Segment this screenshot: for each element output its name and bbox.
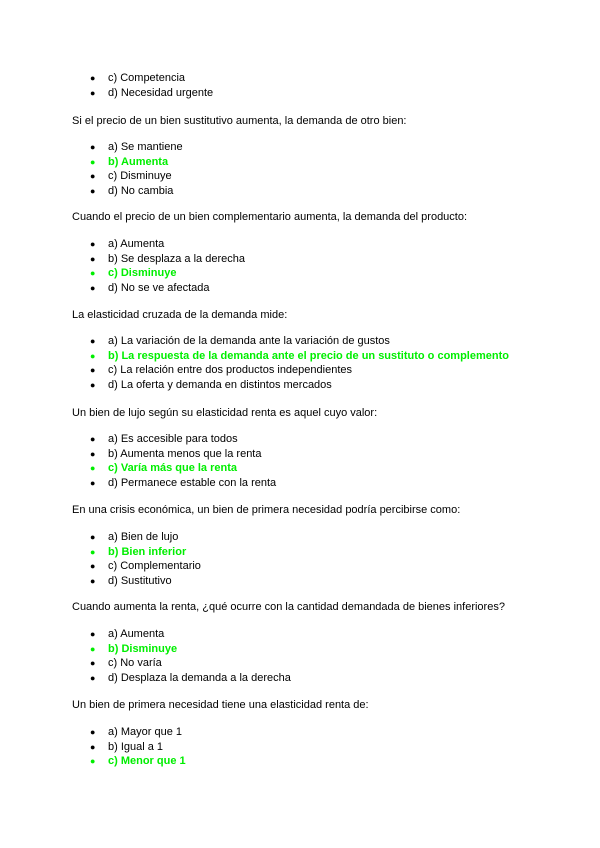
question-prompt: En una crisis económica, un bien de primera necesidad podría percibirse como: — [72, 504, 461, 516]
option-list — [90, 530, 201, 589]
option-item — [90, 447, 276, 462]
bullet-icon: ● — [90, 756, 96, 767]
option-item — [90, 725, 186, 740]
option-text: b) Se desplaza a la derecha — [108, 252, 245, 265]
bullet-icon: ● — [90, 673, 96, 684]
option-text: c) No varía — [108, 657, 162, 670]
bullet-icon: ● — [90, 629, 96, 639]
option-item — [90, 671, 291, 686]
bullet-icon: ● — [90, 186, 96, 197]
option-item — [90, 574, 201, 589]
option-text: a) Bien de lujo — [108, 531, 179, 543]
bullet-icon: ● — [90, 380, 96, 391]
question-prompt: Un bien de primera necesidad tiene una elasticidad renta de: — [72, 699, 369, 711]
option-item — [90, 530, 201, 545]
option-text: d) Sustitutivo — [108, 575, 172, 588]
option-text: c) Disminuye — [108, 170, 172, 183]
option-item — [90, 71, 213, 86]
question-prompt: Un bien de lujo según su elasticidad renta es aquel cuyo valor: — [72, 407, 378, 419]
bullet-icon: ● — [90, 434, 96, 444]
option-text: a) Es accesible para todos — [108, 433, 238, 445]
option-item — [90, 363, 509, 378]
option-item-correct — [90, 642, 291, 657]
option-list — [90, 140, 183, 199]
option-item-correct — [90, 754, 186, 769]
option-text: d) La oferta y demanda en distintos mercados — [108, 379, 332, 392]
bullet-icon: ● — [90, 741, 96, 752]
question-prompt: Cuando el precio de un bien complementario aumenta, la demanda del producto: — [72, 211, 468, 223]
bullet-icon: ● — [90, 365, 96, 376]
option-list — [90, 237, 245, 296]
option-text: b) Aumenta — [108, 155, 169, 168]
bullet-icon: ● — [90, 561, 96, 572]
bullet-icon: ● — [90, 576, 96, 587]
option-text: b) Aumenta menos que la renta — [108, 447, 262, 460]
option-item — [90, 86, 213, 101]
option-item — [90, 559, 201, 574]
option-text: b) Bien inferior — [108, 545, 187, 558]
bullet-icon: ● — [90, 463, 96, 474]
bullet-icon: ● — [90, 142, 96, 152]
question-prompt: Si el precio de un bien sustitutivo aumenta, la demanda de otro bien: — [72, 115, 407, 127]
bullet-icon: ● — [90, 87, 96, 98]
option-text: d) Desplaza la demanda a la derecha — [108, 672, 291, 685]
option-item-correct — [90, 155, 183, 170]
option-text: c) La relación entre dos productos independientes — [108, 364, 352, 377]
option-text: d) No se ve afectada — [108, 282, 210, 295]
bullet-icon: ● — [90, 727, 96, 737]
option-text: c) Competencia — [108, 72, 186, 84]
option-text: c) Menor que 1 — [108, 755, 186, 768]
question-prompt: La elasticidad cruzada de la demanda mide: — [72, 309, 288, 321]
option-text: d) Necesidad urgente — [108, 86, 214, 99]
question-prompt: Cuando aumenta la renta, ¿qué ocurre con la cantidad demandada de bienes inferiores? — [72, 601, 505, 613]
option-text: a) Aumenta — [108, 628, 165, 640]
bullet-icon: ● — [90, 283, 96, 294]
option-item — [90, 656, 291, 671]
option-text: a) La variación de la demanda ante la variación de gustos — [108, 335, 390, 347]
option-item — [90, 740, 186, 755]
option-item — [90, 476, 276, 491]
option-text: d) Permanece estable con la renta — [108, 477, 277, 490]
option-text: a) Mayor que 1 — [108, 726, 182, 738]
option-item — [90, 252, 245, 267]
bullet-icon: ● — [90, 643, 96, 654]
bullet-icon: ● — [90, 171, 96, 182]
bullet-icon: ● — [90, 658, 96, 669]
option-text: a) Se mantiene — [108, 141, 183, 153]
option-item-correct — [90, 545, 201, 560]
option-item — [90, 432, 276, 447]
option-text: b) La respuesta de la demanda ante el precio de un sustituto o complemento — [108, 349, 509, 362]
option-item — [90, 378, 509, 393]
bullet-icon: ● — [90, 532, 96, 542]
option-text: a) Aumenta — [108, 238, 165, 250]
option-list — [90, 334, 509, 393]
bullet-icon: ● — [90, 239, 96, 249]
option-list — [90, 627, 291, 686]
option-text: b) Disminuye — [108, 642, 178, 655]
bullet-icon: ● — [90, 546, 96, 557]
option-item — [90, 237, 245, 252]
option-text: b) Igual a 1 — [108, 740, 164, 753]
option-list — [90, 725, 186, 769]
option-item — [90, 334, 509, 349]
option-item — [90, 169, 183, 184]
bullet-icon: ● — [90, 448, 96, 459]
bullet-icon: ● — [90, 478, 96, 489]
option-list-continuation — [90, 71, 213, 100]
bullet-icon: ● — [90, 253, 96, 264]
option-item-correct — [90, 349, 509, 364]
bullet-icon: ● — [90, 268, 96, 279]
bullet-icon: ● — [90, 336, 96, 346]
option-item — [90, 184, 183, 199]
option-item-correct — [90, 461, 276, 476]
option-item — [90, 281, 245, 296]
option-text: d) No cambia — [108, 185, 174, 198]
option-list — [90, 432, 276, 491]
option-text: c) Varía más que la renta — [108, 462, 238, 475]
option-text: c) Disminuye — [108, 267, 177, 280]
bullet-icon: ● — [90, 350, 96, 361]
bullet-icon: ● — [90, 73, 96, 83]
option-item — [90, 140, 183, 155]
option-text: c) Complementario — [108, 560, 201, 573]
option-item-correct — [90, 266, 245, 281]
option-item — [90, 627, 291, 642]
bullet-icon: ● — [90, 156, 96, 167]
